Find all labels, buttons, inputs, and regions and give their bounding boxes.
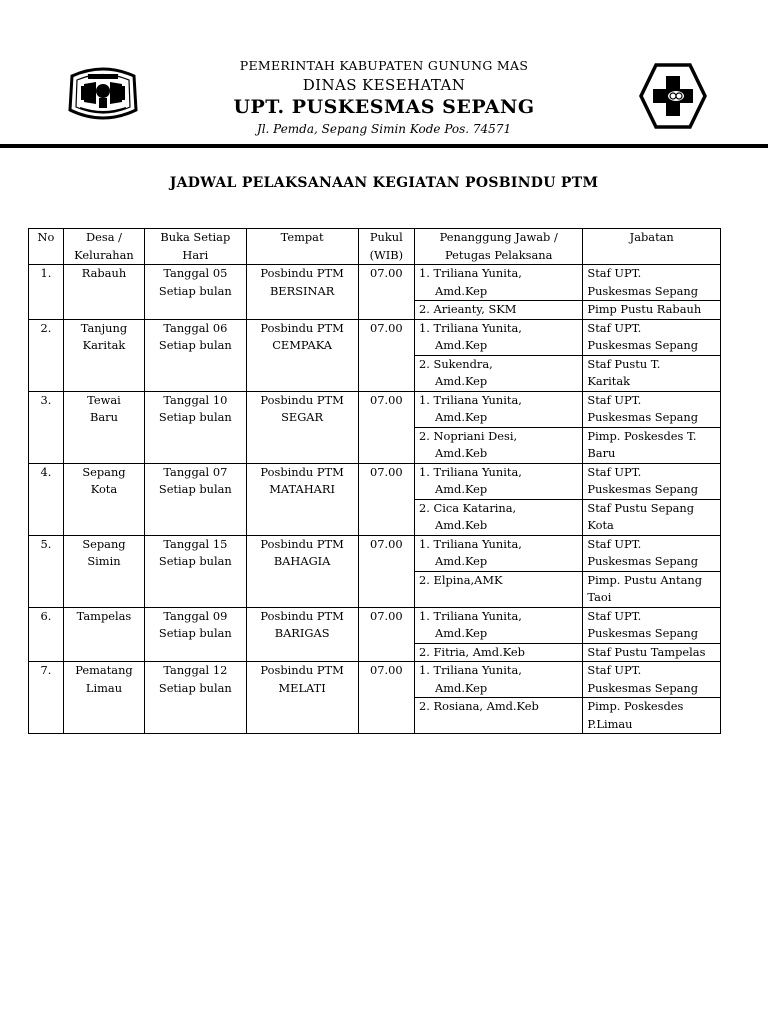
cell-pukul: 07.00 [358, 391, 414, 463]
cell-tempat: Posbindu PTM MELATI [246, 662, 358, 734]
cell-desa: Sepang Simin [63, 535, 144, 607]
cell-tempat: Posbindu PTM BERSINAR [246, 265, 358, 320]
cell-penanggung-jawab: 2. Arieanty, SKM [415, 301, 583, 320]
cell-pukul: 07.00 [358, 265, 414, 320]
schedule-table [28, 228, 721, 734]
letterhead [0, 0, 768, 150]
cell-tempat: Posbindu PTM CEMPAKA [246, 319, 358, 391]
cell-jabatan: Staf UPT. Puskesmas Sepang [583, 391, 721, 427]
header-desa: Desa / Kelurahan [63, 229, 144, 265]
cell-desa: Tampelas [63, 607, 144, 662]
header-jabatan: Jabatan [583, 229, 721, 265]
puskesmas-logo-icon [638, 62, 708, 130]
cell-penanggung-jawab: 1. Triliana Yunita, Amd.Kep [415, 607, 583, 643]
institution-name: UPT. PUSKESMAS SEPANG [233, 96, 535, 118]
table-row [29, 463, 721, 499]
cell-no: 5. [29, 535, 64, 607]
cell-buka: Tanggal 05 Setiap bulan [145, 265, 247, 320]
header-no: No [29, 229, 64, 265]
agency-name: DINAS KESEHATAN [302, 76, 466, 94]
cell-pukul: 07.00 [358, 535, 414, 607]
cell-buka: Tanggal 07 Setiap bulan [145, 463, 247, 535]
gov-name: PEMERINTAH KABUPATEN GUNUNG MAS [239, 58, 529, 73]
cell-buka: Tanggal 15 Setiap bulan [145, 535, 247, 607]
table-header-row [29, 229, 721, 265]
cell-jabatan: Pimp. Poskesdes T. Baru [583, 427, 721, 463]
cell-jabatan: Pimp. Pustu Antang Taoi [583, 571, 721, 607]
schedule-body [29, 265, 721, 734]
cell-penanggung-jawab: 2. Rosiana, Amd.Keb [415, 698, 583, 734]
cell-penanggung-jawab: 1. Triliana Yunita, Amd.Kep [415, 535, 583, 571]
cell-penanggung-jawab: 1. Triliana Yunita, Amd.Kep [415, 391, 583, 427]
cell-tempat: Posbindu PTM MATAHARI [246, 463, 358, 535]
cell-jabatan: Staf Pustu Sepang Kota [583, 499, 721, 535]
cell-buka: Tanggal 09 Setiap bulan [145, 607, 247, 662]
table-row [29, 265, 721, 301]
cell-jabatan: Staf UPT. Puskesmas Sepang [583, 662, 721, 698]
header-pukul: Pukul (WIB) [358, 229, 414, 265]
cell-jabatan: Staf UPT. Puskesmas Sepang [583, 607, 721, 643]
cell-no: 6. [29, 607, 64, 662]
cell-jabatan: Staf Pustu T. Karitak [583, 355, 721, 391]
cell-penanggung-jawab: 1. Triliana Yunita, Amd.Kep [415, 662, 583, 698]
document-title: JADWAL PELAKSANAAN KEGIATAN POSBINDU PTM [169, 175, 599, 191]
cell-penanggung-jawab: 2. Sukendra, Amd.Kep [415, 355, 583, 391]
cell-desa: Rabauh [63, 265, 144, 320]
cell-no: 3. [29, 391, 64, 463]
cell-desa: Pematang Limau [63, 662, 144, 734]
cell-desa: Tanjung Karitak [63, 319, 144, 391]
header-buka: Buka Setiap Hari [145, 229, 247, 265]
cell-penanggung-jawab: 2. Cica Katarina, Amd.Keb [415, 499, 583, 535]
cell-penanggung-jawab: 1. Triliana Yunita, Amd.Kep [415, 265, 583, 301]
cell-no: 4. [29, 463, 64, 535]
cell-buka: Tanggal 06 Setiap bulan [145, 319, 247, 391]
cell-pukul: 07.00 [358, 607, 414, 662]
cell-no: 1. [29, 265, 64, 320]
cell-jabatan: Pimp. Poskesdes P.Limau [583, 698, 721, 734]
cell-penanggung-jawab: 1. Triliana Yunita, Amd.Kep [415, 319, 583, 355]
cell-pukul: 07.00 [358, 319, 414, 391]
cell-no: 7. [29, 662, 64, 734]
cell-penanggung-jawab: 1. Triliana Yunita, Amd.Kep [415, 463, 583, 499]
cell-pukul: 07.00 [358, 662, 414, 734]
cell-penanggung-jawab: 2. Nopriani Desi, Amd.Keb [415, 427, 583, 463]
table-row [29, 535, 721, 571]
cell-penanggung-jawab: 2. Elpina,AMK [415, 571, 583, 607]
table-row [29, 319, 721, 355]
table-row [29, 391, 721, 427]
cell-desa: Tewai Baru [63, 391, 144, 463]
cell-jabatan: Staf UPT. Puskesmas Sepang [583, 265, 721, 301]
cell-jabatan: Pimp Pustu Rabauh [583, 301, 721, 320]
table-row [29, 662, 721, 698]
cell-no: 2. [29, 319, 64, 391]
cell-tempat: Posbindu PTM BARIGAS [246, 607, 358, 662]
cell-pukul: 07.00 [358, 463, 414, 535]
cell-jabatan: Staf UPT. Puskesmas Sepang [583, 319, 721, 355]
cell-buka: Tanggal 12 Setiap bulan [145, 662, 247, 734]
letterhead-divider [0, 144, 768, 148]
address: Jl. Pemda, Sepang Simin Kode Pos. 74571 [256, 122, 512, 136]
table-row [29, 607, 721, 643]
cell-jabatan: Staf UPT. Puskesmas Sepang [583, 535, 721, 571]
cell-penanggung-jawab: 2. Fitria, Amd.Keb [415, 643, 583, 662]
cell-jabatan: Staf UPT. Puskesmas Sepang [583, 463, 721, 499]
cell-desa: Sepang Kota [63, 463, 144, 535]
header-penanggung-jawab: Penanggung Jawab / Petugas Pelaksana [415, 229, 583, 265]
cell-tempat: Posbindu PTM BAHAGIA [246, 535, 358, 607]
cell-jabatan: Staf Pustu Tampelas [583, 643, 721, 662]
cell-buka: Tanggal 10 Setiap bulan [145, 391, 247, 463]
header-tempat: Tempat [246, 229, 358, 265]
cell-tempat: Posbindu PTM SEGAR [246, 391, 358, 463]
